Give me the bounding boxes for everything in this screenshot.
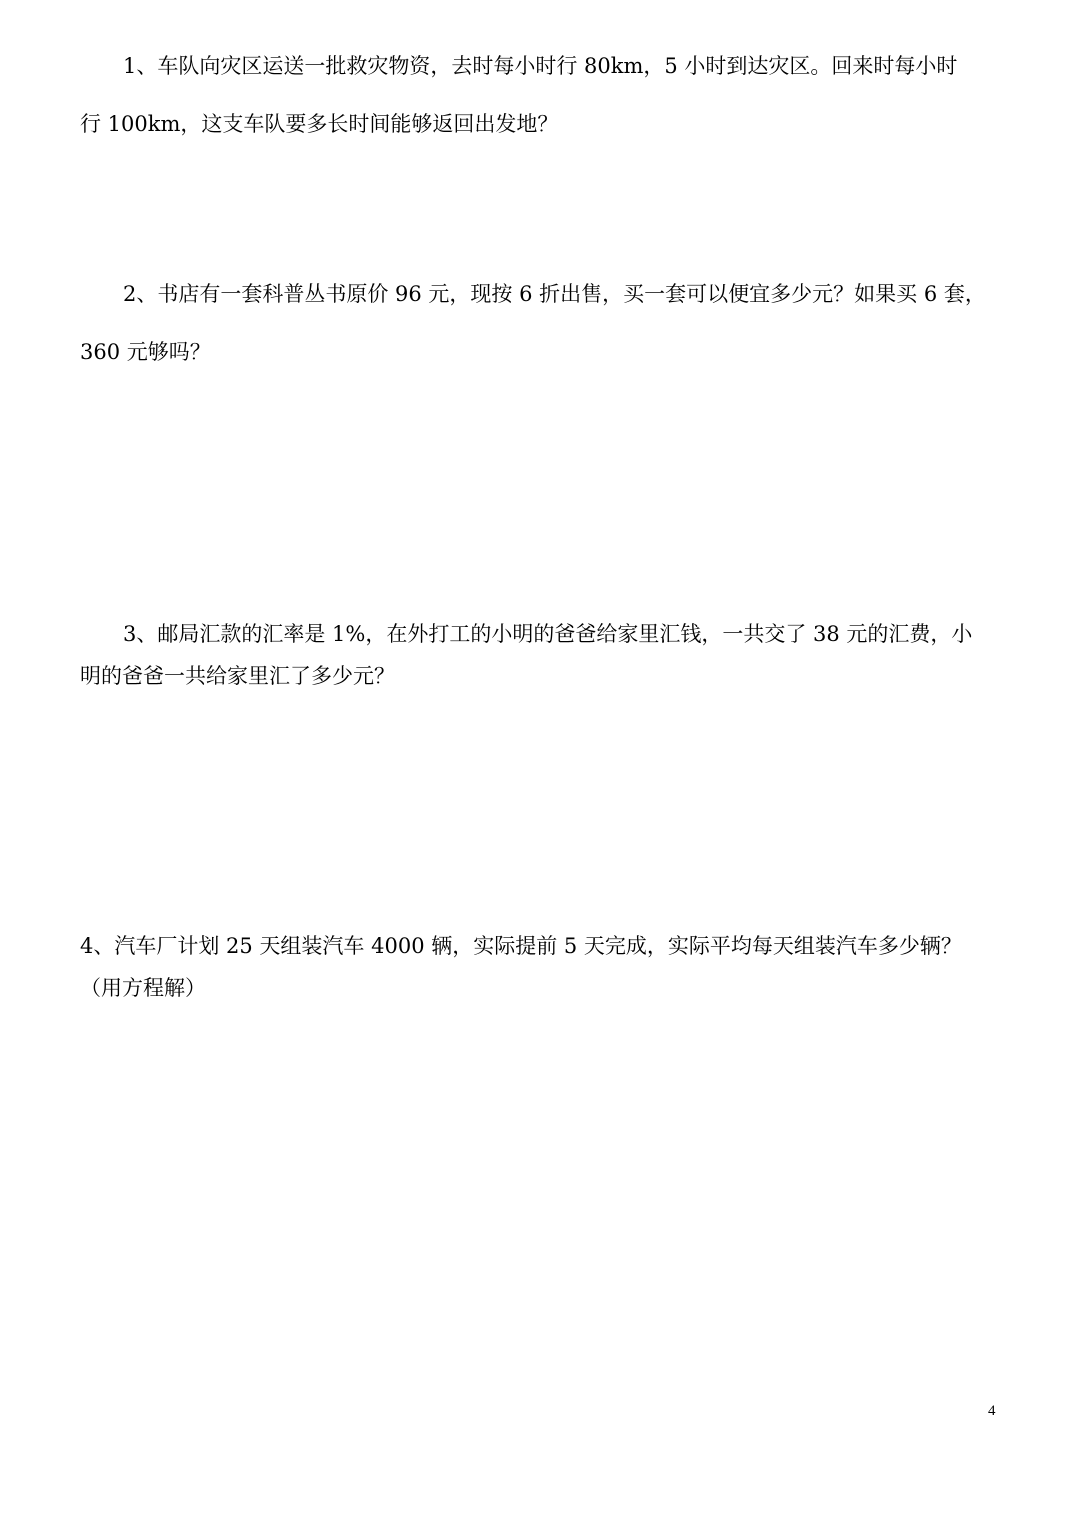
question-3-line-2: 明的爸爸一共给家里汇了多少元？ — [80, 664, 395, 688]
page-number: 4 — [988, 1403, 996, 1419]
question-1-line-1: 1、车队向灾区运送一批救灾物资，去时每小时行 80km，5 小时到达灾区。回来时每小时 — [123, 54, 958, 78]
question-2-line-1: 2、书店有一套科普丛书原价 96 元，现按 6 折出售，买一套可以便宜多少元？如果买 6 套， — [123, 282, 986, 306]
question-4-line-1: 4、汽车厂计划 25 天组装汽车 4000 辆，实际提前 5 天完成，实际平均每天组装汽车多少辆？ — [80, 934, 962, 958]
question-4-line-2: （用方程解） — [80, 976, 206, 1000]
question-1-line-2: 行 100km，这支车队要多长时间能够返回出发地？ — [80, 112, 559, 136]
question-3-line-1: 3、邮局汇款的汇率是 1%，在外打工的小明的爸爸给家里汇钱，一共交了 38 元的汇费，小 — [123, 622, 973, 646]
question-2-line-2: 360 元够吗？ — [80, 340, 211, 364]
